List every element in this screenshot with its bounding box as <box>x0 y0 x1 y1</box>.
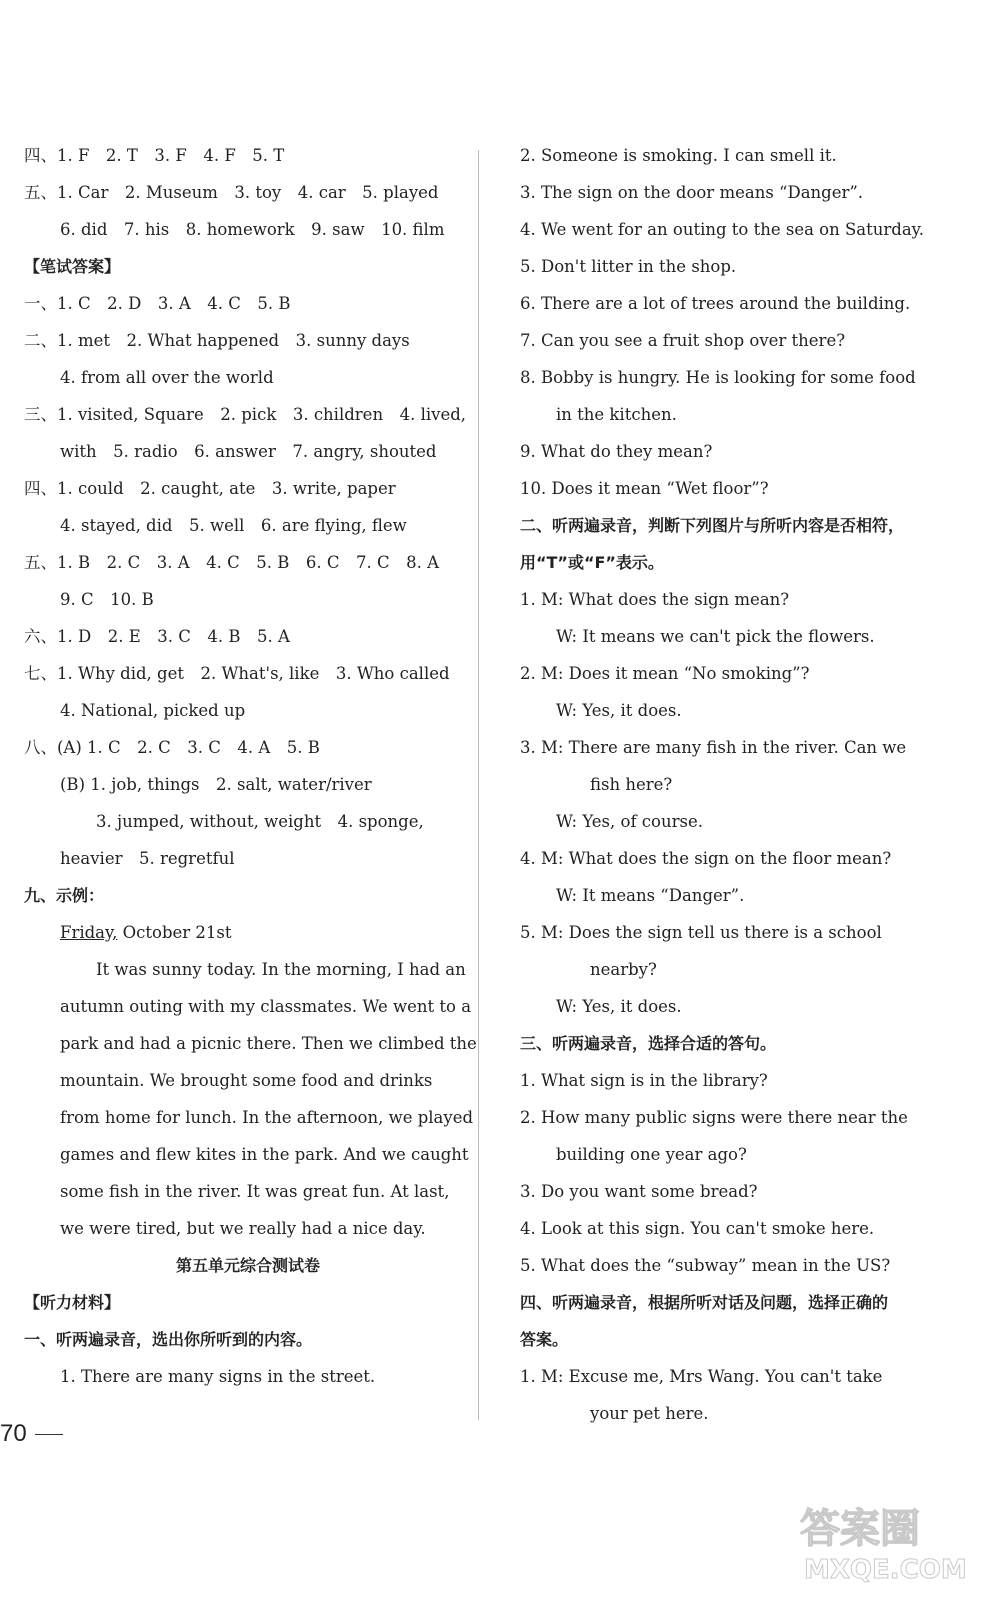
answer-line: 4. from all over the world <box>60 368 274 387</box>
answer-line: 4. stayed, did 5. well 6. are flying, flew <box>60 516 407 535</box>
answer-line: 七、1. Why did, get 2. What's, like 3. Who called <box>24 664 450 683</box>
answer-line: 二、1. met 2. What happened 3. sunny days <box>24 331 410 350</box>
listening-line: 9. What do they mean? <box>520 442 713 461</box>
answer-line: 一、听两遍录音，选出你所听到的内容。 <box>24 1330 313 1349</box>
listening-line: 二、听两遍录音，判断下列图片与所听内容是否相符， <box>520 516 905 535</box>
answer-line: 九、示例： <box>24 886 105 905</box>
answer-line: 第五单元综合测试卷 <box>175 1256 320 1275</box>
answer-line: It was sunny today. In the morning, I had an <box>96 960 466 979</box>
listening-line: 3. M: There are many fish in the river. Can we <box>520 738 907 757</box>
answer-line: Friday, October 21st <box>60 923 232 942</box>
listening-line: W: Yes, it does. <box>556 997 682 1016</box>
answer-line: 4. National, picked up <box>60 701 246 720</box>
answer-line: 1. There are many signs in the street. <box>60 1367 376 1386</box>
answer-line: 五、1. Car 2. Museum 3. toy 4. car 5. played <box>24 183 439 202</box>
answer-line: 八、(A) 1. C 2. C 3. C 4. A 5. B <box>24 738 320 757</box>
answer-line: 【听力材料】 <box>24 1293 121 1312</box>
watermark-logo-url: MXQE.COM <box>804 1555 967 1585</box>
answer-line: park and had a picnic there. Then we climbed the <box>60 1034 477 1053</box>
listening-line: W: It means “Danger”. <box>556 886 745 905</box>
listening-line: 6. There are a lot of trees around the building. <box>520 294 911 313</box>
answer-line: 6. did 7. his 8. homework 9. saw 10. film <box>60 220 445 239</box>
answer-line: 9. C 10. B <box>60 590 154 609</box>
listening-line: 7. Can you see a fruit shop over there? <box>520 331 846 350</box>
listening-line: 2. M: Does it mean “No smoking”? <box>520 664 810 683</box>
listening-line: 8. Bobby is hungry. He is looking for some food <box>520 368 916 387</box>
listening-line: W: Yes, it does. <box>556 701 682 720</box>
listening-line: 4. We went for an outing to the sea on Saturday. <box>520 220 925 239</box>
listening-line: 3. Do you want some bread? <box>520 1182 758 1201</box>
listening-line: 用“T”或“F”表示。 <box>520 553 664 572</box>
answer-line: we were tired, but we really had a nice day. <box>60 1219 426 1238</box>
answer-line: with 5. radio 6. answer 7. angry, shouted <box>60 442 437 461</box>
answer-line: games and flew kites in the park. And we caught <box>60 1145 469 1164</box>
listening-line: 四、听两遍录音，根据所听对话及问题，选择正确的 <box>520 1293 889 1312</box>
listening-line: 5. M: Does the sign tell us there is a school <box>520 923 882 942</box>
listening-line: 1. What sign is in the library? <box>520 1071 768 1090</box>
answer-line: 3. jumped, without, weight 4. sponge, <box>96 812 424 831</box>
watermark-logo-cn: 答案圈 <box>800 1506 920 1552</box>
answer-line: 一、1. C 2. D 3. A 4. C 5. B <box>24 294 291 313</box>
listening-line: 5. What does the “subway” mean in the US? <box>520 1256 891 1275</box>
listening-line: 2. Someone is smoking. I can smell it. <box>520 146 837 165</box>
answer-line: 四、1. F 2. T 3. F 4. F 5. T <box>24 146 285 165</box>
listening-line: 1. M: Excuse me, Mrs Wang. You can't take <box>520 1367 883 1386</box>
answer-line: 【笔试答案】 <box>24 257 121 276</box>
listening-line: 答案。 <box>520 1330 569 1349</box>
listening-line: 4. M: What does the sign on the floor mean? <box>520 849 892 868</box>
answer-line: 五、1. B 2. C 3. A 4. C 5. B 6. C 7. C 8. A <box>24 553 439 572</box>
listening-line: 1. M: What does the sign mean? <box>520 590 790 609</box>
answer-line: 六、1. D 2. E 3. C 4. B 5. A <box>24 627 290 646</box>
answer-line: heavier 5. regretful <box>60 849 235 868</box>
listening-line: 三、听两遍录音，选择合适的答句。 <box>520 1034 777 1053</box>
listening-line: 10. Does it mean “Wet floor”? <box>520 479 769 498</box>
page-number-text: 70 <box>0 1420 27 1447</box>
listening-line: your pet here. <box>590 1404 709 1423</box>
listening-line: fish here? <box>590 775 673 794</box>
listening-line: W: It means we can't pick the flowers. <box>556 627 875 646</box>
answer-line: autumn outing with my classmates. We went to a <box>60 997 472 1016</box>
listening-line: W: Yes, of course. <box>556 812 703 831</box>
answer-line: mountain. We brought some food and drinks <box>60 1071 433 1090</box>
listening-line: 4. Look at this sign. You can't smoke here. <box>520 1219 875 1238</box>
listening-line: building one year ago? <box>556 1145 747 1164</box>
listening-line: 3. The sign on the door means “Danger”. <box>520 183 864 202</box>
answer-line: (B) 1. job, things 2. salt, water/river <box>60 775 372 794</box>
answer-line: 三、1. visited, Square 2. pick 3. children 4. lived, <box>24 405 467 424</box>
answer-line: 四、1. could 2. caught, ate 3. write, paper <box>24 479 396 498</box>
listening-line: nearby? <box>590 960 657 979</box>
right-column <box>520 143 940 1438</box>
left-column <box>24 143 477 1401</box>
listening-line: 2. How many public signs were there near the <box>520 1108 908 1127</box>
column-divider <box>478 150 479 1420</box>
answer-line: from home for lunch. In the afternoon, we played <box>60 1108 474 1127</box>
watermark-logo <box>780 1490 980 1590</box>
listening-line: in the kitchen. <box>556 405 677 424</box>
answer-line: some fish in the river. It was great fun. At last, <box>60 1182 450 1201</box>
listening-line: 5. Don't litter in the shop. <box>520 257 737 276</box>
page-number <box>0 1420 63 1448</box>
